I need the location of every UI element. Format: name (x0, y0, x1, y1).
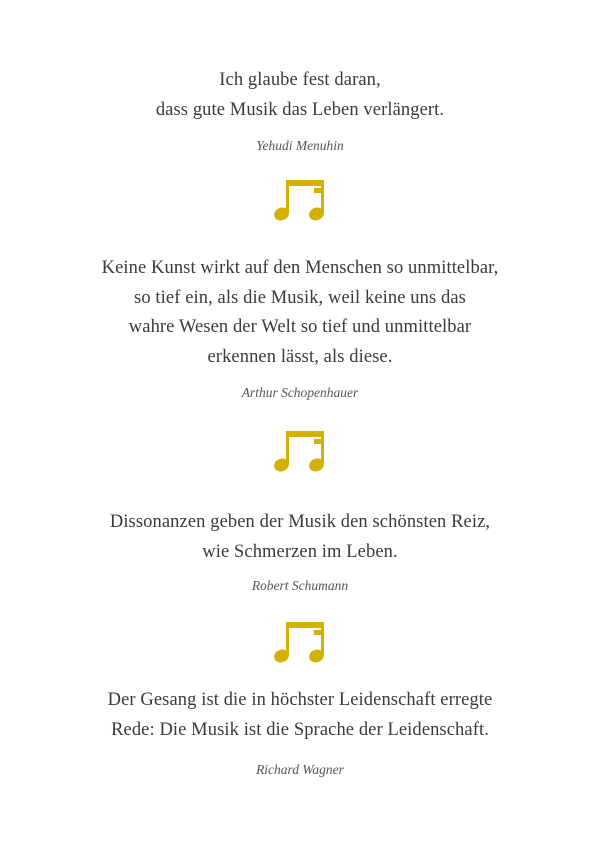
quote-line: wie Schmerzen im Leben. (202, 541, 398, 562)
quote-text-2 (0, 254, 600, 372)
quote-author-4: Richard Wagner (256, 762, 344, 777)
quote-line: dass gute Musik das Leben verlängert. (155, 99, 445, 120)
quote-author-1: Yehudi Menuhin (256, 138, 344, 153)
quote-author-2: Arthur Schopenhauer (241, 385, 359, 400)
quote-text-1 (0, 66, 600, 125)
quote-line: so tief ein, als die Musik, weil keine uns das (134, 287, 466, 308)
quote-line: Rede: Die Musik ist die Sprache der Leidenschaft. (111, 719, 489, 740)
quote-line: wahre Wesen der Welt so tief und unmittelbar (128, 317, 472, 337)
quote-line: Keine Kunst wirkt auf den Menschen so unmittelbar, (101, 258, 499, 278)
quote-line: Dissonanzen geben der Musik den schönsten Reiz, (109, 512, 491, 532)
quote-line: Der Gesang ist die in höchster Leidenschaft erregte (107, 690, 493, 710)
quote-line: Ich glaube fest daran, (219, 70, 381, 90)
music-note-icon (272, 431, 328, 473)
quote-line: erkennen lässt, als diese. (207, 346, 393, 367)
music-note-icon (272, 622, 328, 664)
quote-text-4 (0, 686, 600, 745)
quote-text-3 (0, 508, 600, 567)
music-note-icon (272, 180, 328, 222)
quote-author-3: Robert Schumann (251, 578, 349, 593)
